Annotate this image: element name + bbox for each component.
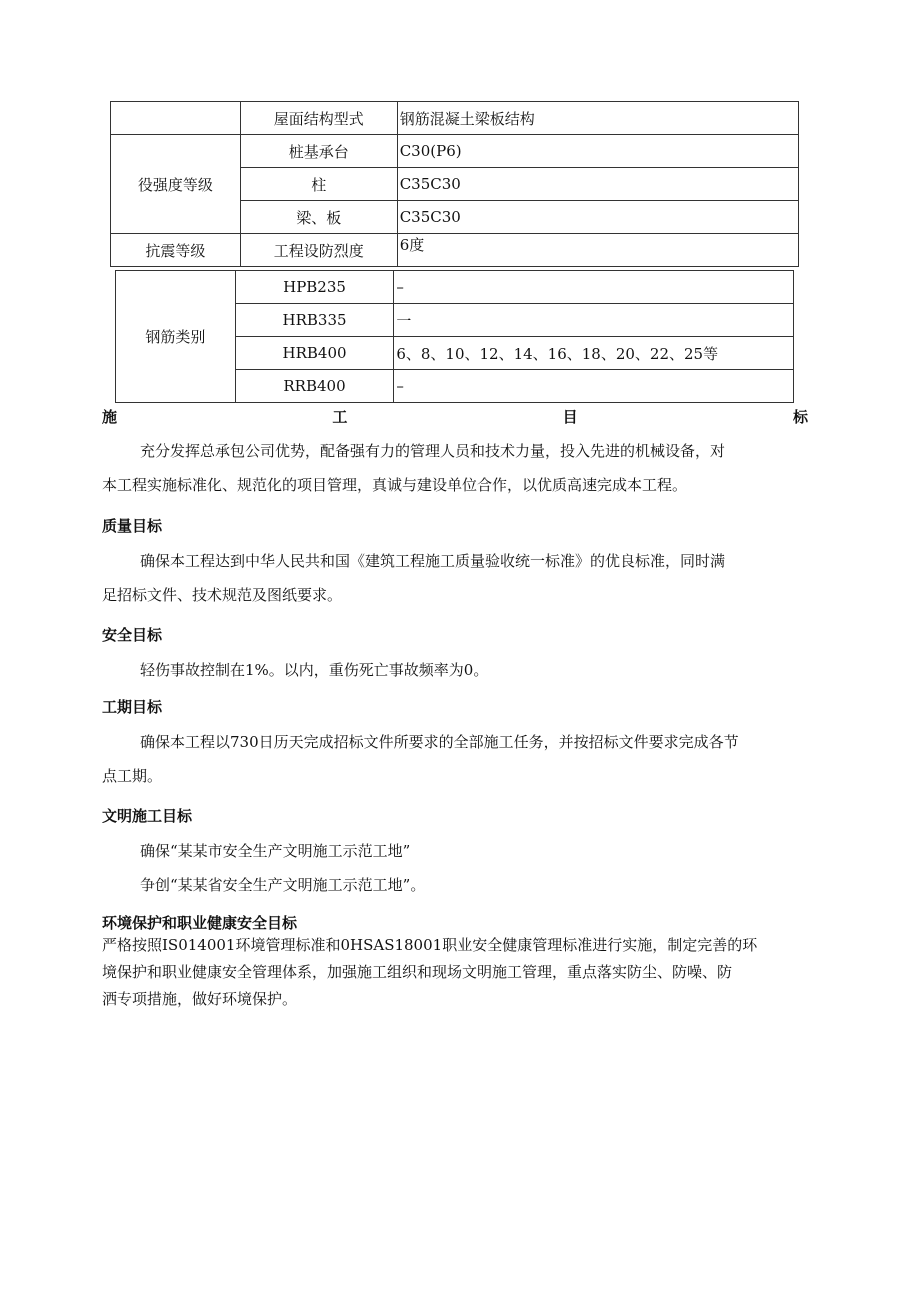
quality-goal-title: 质量目标 bbox=[102, 517, 163, 535]
paragraph-line: 足招标文件、技术规范及图纸要求。 bbox=[102, 586, 343, 604]
paragraph-line: 本工程实施标准化、规范化的项目管理，真诚与建设单位合作，以优质高速完成本工程。 bbox=[102, 476, 688, 494]
paragraph-line: 点工期。 bbox=[102, 767, 163, 785]
paragraph-line: 争创“某某省安全生产文明施工示范工地”。 bbox=[140, 876, 426, 894]
table-cell: C35C30 bbox=[397, 168, 798, 201]
table-cell: 工程设防烈度 bbox=[240, 234, 397, 267]
table-cell: HPB235 bbox=[235, 271, 394, 304]
table-cell: 钢筋类别 bbox=[116, 271, 236, 403]
quality-paragraph bbox=[102, 544, 725, 612]
safety-paragraph bbox=[102, 653, 488, 687]
table-cell bbox=[111, 102, 241, 135]
safety-goal-title: 安全目标 bbox=[102, 626, 163, 644]
environment-paragraph bbox=[102, 932, 757, 1013]
table-cell: 桩基承台 bbox=[240, 135, 397, 168]
table-cell: 6、8、10、12、14、16、18、20、22、25等 bbox=[394, 337, 794, 370]
table-row bbox=[116, 271, 794, 304]
paragraph-line: 轻伤事故控制在1%。以内，重伤死亡事故频率为0。 bbox=[140, 661, 489, 679]
table-cell: C30(P6) bbox=[397, 135, 798, 168]
paragraph-line: 充分发挥总承包公司优势，配备强有力的管理人员和技术力量，投入先进的机械设备，对 bbox=[140, 442, 726, 460]
construction-goal-heading bbox=[102, 406, 808, 427]
table-cell: RRB400 bbox=[235, 370, 394, 403]
table-cell: 屋面结构型式 bbox=[240, 102, 397, 135]
table-row bbox=[111, 234, 799, 267]
paragraph-line: 洒专项措施，做好环境保护。 bbox=[102, 990, 298, 1008]
paragraph-line: 确保本工程达到中华人民共和国《建筑工程施工质量验收统一标准》的优良标准，同时满 bbox=[140, 552, 726, 570]
table-cell: 6度 bbox=[397, 234, 798, 267]
heading-char: 目 bbox=[562, 408, 578, 426]
table-row bbox=[111, 102, 799, 135]
table-cell: 役强度等级 bbox=[111, 135, 241, 234]
heading-char: 施 bbox=[102, 408, 118, 426]
table-cell: HRB335 bbox=[235, 304, 394, 337]
table-cell: 柱 bbox=[240, 168, 397, 201]
table-cell: 抗震等级 bbox=[111, 234, 241, 267]
schedule-paragraph bbox=[102, 725, 739, 793]
table-cell: 一 bbox=[394, 304, 794, 337]
heading-char: 工 bbox=[332, 408, 348, 426]
structure-table bbox=[110, 101, 799, 267]
environment-goal-title: 环境保护和职业健康安全目标 bbox=[102, 914, 298, 932]
paragraph-line: 确保“某某市安全生产文明施工示范工地” bbox=[140, 842, 411, 860]
goal-paragraph bbox=[102, 434, 725, 502]
schedule-goal-title: 工期目标 bbox=[102, 698, 163, 716]
table-cell: 钢筋混凝土梁板结构 bbox=[397, 102, 798, 135]
table-cell: HRB400 bbox=[235, 337, 394, 370]
table-row bbox=[111, 135, 799, 168]
heading-char: 标 bbox=[792, 408, 808, 426]
table-cell: 梁、板 bbox=[240, 201, 397, 234]
table-cell: – bbox=[394, 271, 794, 304]
rebar-table bbox=[115, 270, 794, 403]
table-cell: C35C30 bbox=[397, 201, 798, 234]
paragraph-line: 境保护和职业健康安全管理体系，加强施工组织和现场文明施工管理，重点落实防尘、防噪、防 bbox=[102, 963, 733, 981]
paragraph-line: 确保本工程以730日历天完成招标文件所要求的全部施工任务，并按招标文件要求完成各节 bbox=[140, 733, 739, 751]
table-cell: – bbox=[394, 370, 794, 403]
civil-goal-title: 文明施工目标 bbox=[102, 807, 193, 825]
civil-paragraph bbox=[102, 834, 425, 902]
paragraph-line: 严格按照IS014001环境管理标准和0HSAS18001职业安全健康管理标准进行实施，制定完善的环 bbox=[102, 936, 758, 954]
